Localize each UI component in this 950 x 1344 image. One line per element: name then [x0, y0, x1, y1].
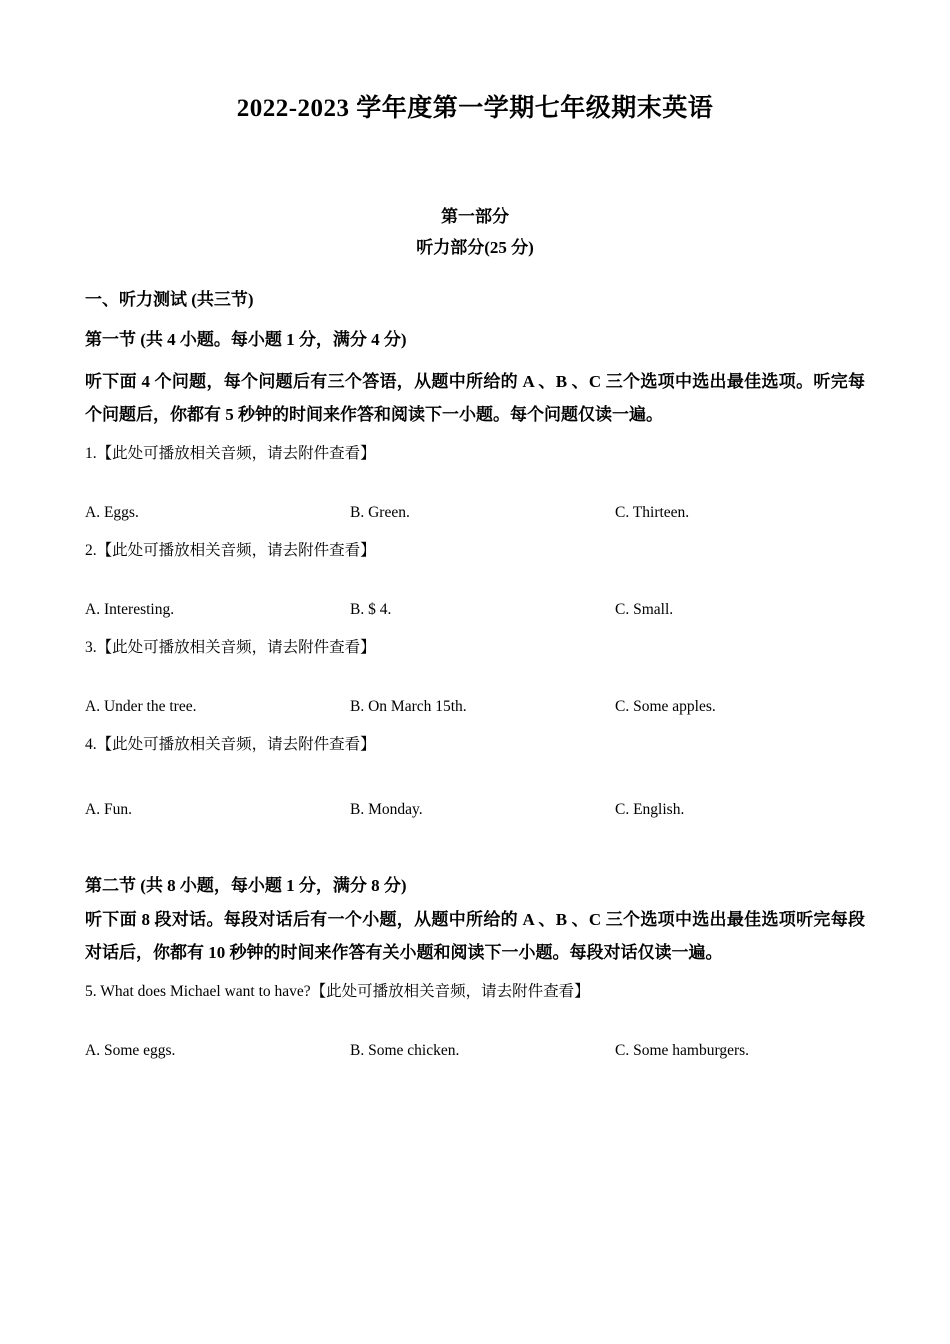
- spacer: [85, 316, 865, 324]
- option-b[interactable]: B. Green.: [350, 504, 410, 522]
- option-a[interactable]: A. Some eggs.: [85, 1042, 176, 1060]
- spacer: [85, 722, 865, 730]
- question-stem: 5. What does Michael want to have?【此处可播放相关音频，请去附件查看】: [85, 982, 590, 1000]
- question-stem: 4.【此处可播放相关音频，请去附件查看】: [85, 735, 376, 753]
- question-options: [85, 795, 865, 824]
- question-options: [85, 595, 865, 624]
- part-heading: 第一部分: [441, 207, 509, 226]
- option-a[interactable]: A. Fun.: [85, 800, 132, 818]
- spacer: [85, 824, 865, 870]
- spacer: [85, 969, 865, 977]
- page-title: 2022-2023 学年度第一学期七年级期末英语: [236, 95, 714, 122]
- question-options: [85, 1036, 865, 1065]
- subsection-one-instructions: 听下面 4 个问题，每个问题后有三个答语，从题中所给的 A 、B 、C 三个选项中选出最佳选项。听完每个问题后，你都有 5 秒钟的时间来作答和阅读下一小题。每个问题仅读一遍。: [85, 371, 865, 424]
- spacer: [85, 528, 865, 536]
- option-a[interactable]: A. Eggs.: [85, 504, 139, 522]
- option-c[interactable]: C. Some apples.: [615, 698, 716, 716]
- option-b[interactable]: B. On March 15th.: [350, 698, 467, 716]
- question-stem: 1.【此处可播放相关音频，请去附件查看】: [85, 444, 376, 462]
- option-b[interactable]: B. Monday.: [350, 800, 423, 818]
- question-stem: 3.【此处可播放相关音频，请去附件查看】: [85, 638, 376, 656]
- question-options: [85, 692, 865, 721]
- question-stem: 2.【此处可播放相关音频，请去附件查看】: [85, 541, 376, 559]
- spacer: [85, 431, 865, 439]
- question-options: [85, 498, 865, 527]
- option-a[interactable]: A. Interesting.: [85, 601, 175, 619]
- subsection-two-heading: 第二节 (共 8 小题，每小题 1 分，满分 8 分): [85, 876, 407, 896]
- spacer: [85, 759, 865, 795]
- option-c[interactable]: C. Thirteen.: [615, 504, 690, 522]
- spacer: [85, 357, 865, 365]
- spacer: [85, 1006, 865, 1036]
- section-one-heading: 一、听力测试 (共三节): [85, 290, 254, 309]
- subsection-one-heading: 第一节 (共 4 小题。每小题 1 分，满分 4 分): [85, 330, 407, 350]
- option-b[interactable]: B. Some chicken.: [350, 1042, 460, 1060]
- option-c[interactable]: C. English.: [615, 800, 685, 818]
- spacer: [85, 264, 865, 284]
- option-a[interactable]: A. Under the tree.: [85, 698, 197, 716]
- part-subheading: 听力部分(25 分): [416, 238, 534, 257]
- spacer: [85, 625, 865, 633]
- spacer: [85, 124, 865, 202]
- option-c[interactable]: C. Some hamburgers.: [615, 1042, 750, 1060]
- option-b[interactable]: B. $ 4.: [350, 601, 392, 619]
- spacer: [85, 565, 865, 595]
- subsection-two-instructions: 听下面 8 段对话。每段对话后有一个小题，从题中所给的 A 、B 、C 三个选项中选出最佳选项听完每段对话后，你都有 10 秒钟的时间来作答有关小题和阅读下一小题。每段对话仅读一遍。: [85, 909, 865, 962]
- spacer: [85, 468, 865, 498]
- option-c[interactable]: C. Small.: [615, 601, 674, 619]
- spacer: [85, 662, 865, 692]
